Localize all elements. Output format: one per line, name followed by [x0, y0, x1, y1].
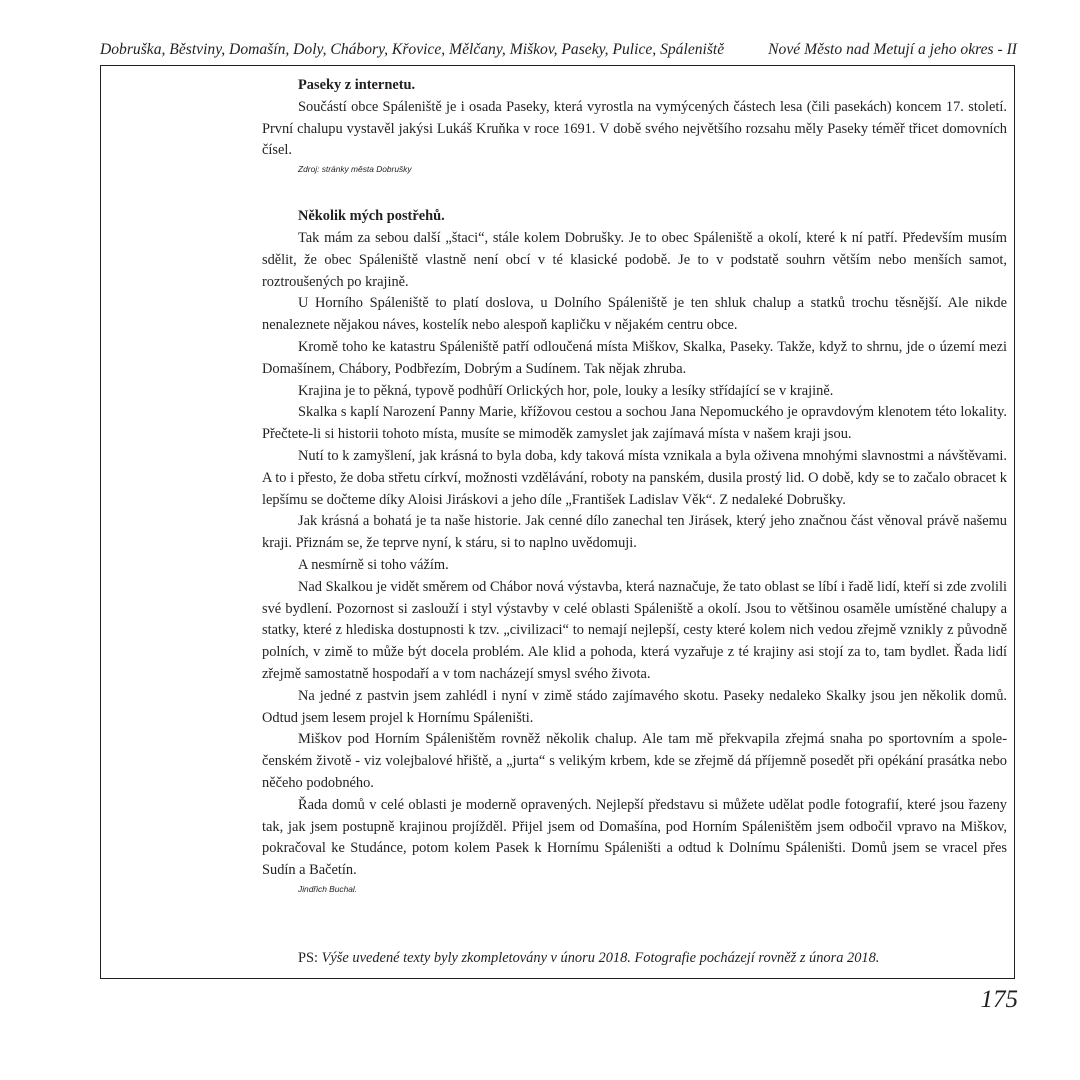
header-left: Dobruška, Běstviny, Domašín, Doly, Chábory, Křovice, Mělčany, Miškov, Paseky, Pulice, Spáleniště	[100, 41, 725, 58]
section-gap	[262, 176, 1007, 206]
paragraph: Nutí to k zamyšlení, jak krásná to byla doba, kdy taková místa vznikala a byla oživena mnohými slavnostmi a návštěvami. A to i přesto, že doba střetu církví, možnosti vzdělávání, roboty na panském, dusila prostý lid. O době, kdy se to začalo obracet k lepšímu se dočteme díky Aloisi Jiráskovi a jeho díle „František Ladislav Věk“. Z nedaleké Dobrušky.	[262, 447, 1007, 508]
section-title: Několik mých postřehů.	[298, 208, 445, 225]
paragraph: Na jedné z pastvin jsem zahlédl i nyní v zimě stádo zajímavého skotu. Paseky nedaleko Skalky jsou jen několik domů. Odtud jsem lesem projel k Hornímu Spáleništi.	[262, 687, 1007, 726]
paragraph: Nad Skalkou je vidět směrem od Chábor nová výstavba, která naznačuje, že tato oblast se líbí i řadě lidí, kteří si zde zvolili své bydlení. Pozornost si zaslouží i styl výstavby v celé oblasti Spáleniště a okolí. Jsou to většinou osaměle umístěné chalupy a statky, které z hlediska dostupnosti k tzv. „civilizaci“ to nemají nejlepší, cesty které kolem nich vedou zřejmě vznikly z původně polních, v zimě to může být docela problém. Ale klid a pohoda, která vyzařuje z té krajiny asi stojí za to, tam bydlet. Řada lidí zřejmě samostatně hospodaří a v tom nacházejí smysl svého života.	[262, 578, 1007, 682]
paragraph: A nesmírně si toho vážím.	[298, 556, 449, 573]
article-body	[262, 75, 1007, 896]
section-postrehy	[262, 206, 1007, 896]
paragraph: Krajina je to pěkná, typově podhůří Orlických hor, pole, louky a lesíky střídající se v krajině.	[298, 382, 834, 399]
paragraph: Řada domů v celé oblasti je moderně opravených. Nejlepší představu si můžete udělat podle fotografií, které jsou řazeny tak, jak jsem postupně krajinou projížděl. Přijel jsem od Domašína, pod Horním Spáleništěm jsem odbočil vpravo na Miškov, pokračoval ke Studánce, potom kolem Pasek k Hornímu Spáleništi a odtud k Dolnímu Spáleništi. Domů jsem se vracel přes Sudín a Bačetín.	[262, 796, 1007, 879]
paragraph: Tak mám za sebou další „štaci“, stále kolem Dobrušky. Je to obec Spáleniště a okolí, které k ní patří. Především musím sdělit, že obec Spáleniště vlastně není obcí v té klasické podobě. Je to v podstatě souhrn větším nebo menších samot, roztroušených po krajině.	[262, 229, 1007, 290]
paragraph: Jak krásná a bohatá je ta naše historie. Jak cenné dílo zanechal ten Jirásek, který jeho značnou část věnoval právě našemu kraji. Přiznám se, že teprve nyní, k stáru, si to naplno uvědomuji.	[262, 513, 1007, 552]
paragraph: Kromě toho ke katastru Spáleniště patří odloučená místa Miškov, Skalka, Paseky. Takže, když to shrnu, jde o území mezi Domašínem, Chábory, Podbřezím, Dobrým a Sudínem. Tak nějak zhruba.	[262, 338, 1007, 377]
postscript	[298, 948, 879, 968]
source-note: Zdroj: stránky města Dobrušky	[298, 164, 412, 175]
paragraph: Součástí obce Spáleniště je i osada Paseky, která vyrostla na vymýcených částech lesa (čili pasekách) koncem 17. století. První chalupu vystavěl jakýsi Lukáš Kruňka v roce 1691. V době svého největšího rozsahu měly Paseky téměř třicet domovních čísel.	[262, 98, 1007, 159]
header-right: Nové Město nad Metují a jeho okres - II	[768, 41, 1017, 58]
running-header	[100, 40, 1017, 60]
paragraph: U Horního Spáleniště to platí doslova, u Dolního Spáleniště je ten shluk chalup a statků trochu těsnější. Ale nikde nenaleznete nějakou náves, kostelík nebo alespoň kapličku v nějakém centru obce.	[262, 295, 1007, 334]
signature: Jindřich Buchal.	[298, 883, 358, 894]
ps-label: PS:	[298, 950, 319, 966]
page-number: 175	[980, 986, 1018, 1013]
section-paseky	[262, 75, 1007, 176]
paragraph: Skalka s kaplí Narození Panny Marie, křížovou cestou a sochou Jana Nepomuckého je opravdovým klenotem této lokality. Přečtete-li si historii tohoto místa, musíte se mimoděk zamyslet jak zajímavá místa v našem kraji jsou.	[262, 404, 1007, 443]
ps-text: Výše uvedené texty byly zkompletovány v únoru 2018. Fotografie pocházejí rovněž z února 2018.	[321, 950, 880, 966]
section-title: Paseky z internetu.	[298, 77, 416, 93]
paragraph: Miškov pod Horním Spáleništěm rovněž několik chalup. Ale tam mě překvapila zřejmá snaha po sportovním a společenském životě - viz volejbalové hřiště, a „jurta“ s velikým krbem, kde se zřejmě dá příjemně posedět při opékání prasátka nebo něčeho podobného.	[262, 731, 1007, 791]
